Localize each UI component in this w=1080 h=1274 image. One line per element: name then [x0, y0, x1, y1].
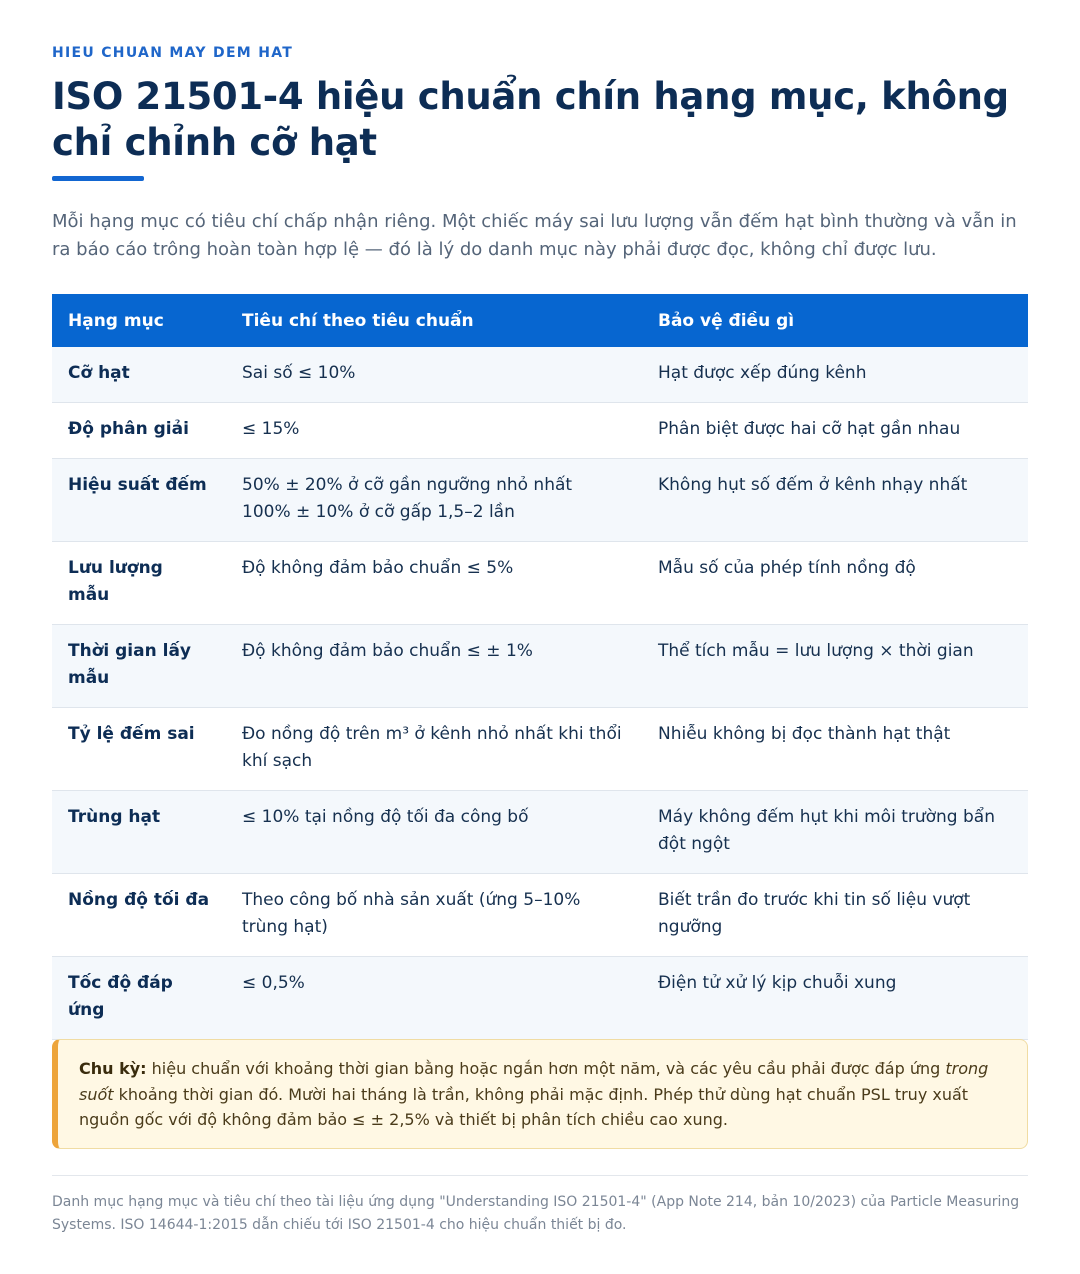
eyebrow-label: HIEU CHUAN MAY DEM HAT [52, 45, 294, 61]
protects-cell: Nhiễu không bị đọc thành hạt thật [642, 708, 1028, 791]
table-row [52, 403, 1028, 459]
note-text-before: hiệu chuẩn với khoảng thời gian bằng hoặc ngắn hơn một năm, và các yêu cầu phải được đáp ứng [146, 1059, 946, 1078]
category-cell: Hiệu suất đếm [52, 459, 226, 542]
table-row [52, 708, 1028, 791]
protects-cell: Không hụt số đếm ở kênh nhạy nhất [642, 459, 1028, 542]
category-cell: Nồng độ tối đa [52, 874, 226, 957]
table-row [52, 459, 1028, 542]
note-emphasis: trong suốt [79, 1059, 989, 1104]
category-cell: Tỷ lệ đếm sai [52, 708, 226, 791]
calibration-table [52, 294, 1028, 1040]
table-row [52, 625, 1028, 708]
header-criteria: Tiêu chí theo tiêu chuẩn [226, 294, 642, 347]
table-row [52, 347, 1028, 403]
category-cell: Độ phân giải [52, 403, 226, 459]
category-cell: Thời gian lấy mẫu [52, 625, 226, 708]
cycle-note [52, 1039, 1028, 1149]
table-body [52, 347, 1028, 1040]
header-protects: Bảo vệ điều gì [642, 294, 1028, 347]
protects-cell: Biết trần đo trước khi tin số liệu vượt ngưỡng [642, 874, 1028, 957]
protects-cell: Máy không đếm hụt khi môi trường bẩn đột ngột [642, 791, 1028, 874]
protects-cell: Mẫu số của phép tính nồng độ [642, 542, 1028, 625]
note-label: Chu kỳ: [79, 1059, 147, 1078]
table-row [52, 874, 1028, 957]
criteria-cell: Đo nồng độ trên m³ ở kênh nhỏ nhất khi thổi khí sạch [226, 708, 642, 791]
category-cell: Trùng hạt [52, 791, 226, 874]
table-row [52, 791, 1028, 874]
criteria-cell: Sai số ≤ 10% [226, 347, 642, 403]
protects-cell: Phân biệt được hai cỡ hạt gần nhau [642, 403, 1028, 459]
criteria-cell: Độ không đảm bảo chuẩn ≤ 5% [226, 542, 642, 625]
source-note: Danh mục hạng mục và tiêu chí theo tài liệu ứng dụng "Understanding ISO 21501-4" (App Note 214, bản 10/2023) của Particle Measuring Systems. ISO 14644-1:2015 dẫn chiếu tới ISO 21501-4 cho hiệu chuẩn thiết bị đo. [52, 1194, 1020, 1233]
table-row [52, 957, 1028, 1040]
protects-cell: Hạt được xếp đúng kênh [642, 347, 1028, 403]
category-cell: Lưu lượng mẫu [52, 542, 226, 625]
protects-cell: Điện tử xử lý kịp chuỗi xung [642, 957, 1028, 1040]
note-text-after: khoảng thời gian đó. Mười hai tháng là trần, không phải mặc định. Phép thử dùng hạt chuẩn PSL truy xuất nguồn gốc với độ không đảm bảo ≤ ± 2,5% và thiết bị phân tích chiều cao xung. [79, 1084, 969, 1129]
category-cell: Tốc độ đáp ứng [52, 957, 226, 1040]
table-header-row [52, 294, 1028, 347]
table-row [52, 542, 1028, 625]
footer-divider [52, 1175, 1028, 1176]
criteria-cell: Độ không đảm bảo chuẩn ≤ ± 1% [226, 625, 642, 708]
protects-cell: Thể tích mẫu = lưu lượng × thời gian [642, 625, 1028, 708]
criteria-cell: 50% ± 20% ở cỡ gần ngưỡng nhỏ nhất 100% ± 10% ở cỡ gấp 1,5–2 lần [226, 459, 642, 542]
criteria-cell: ≤ 0,5% [226, 957, 642, 1040]
criteria-cell: ≤ 10% tại nồng độ tối đa công bố [226, 791, 642, 874]
lead-paragraph: Mỗi hạng mục có tiêu chí chấp nhận riêng. Một chiếc máy sai lưu lượng vẫn đếm hạt bình thường và vẫn in ra báo cáo trông hoàn toàn hợp lệ — đó là lý do danh mục này phải được đọc, không chỉ được lưu. [52, 211, 1017, 260]
header-category: Hạng mục [52, 294, 226, 347]
criteria-cell: ≤ 15% [226, 403, 642, 459]
title-underline [52, 176, 144, 181]
criteria-cell: Theo công bố nhà sản xuất (ứng 5–10% trùng hạt) [226, 874, 642, 957]
category-cell: Cỡ hạt [52, 347, 226, 403]
page-title: ISO 21501-4 hiệu chuẩn chín hạng mục, không chỉ chỉnh cỡ hạt [52, 75, 1009, 164]
